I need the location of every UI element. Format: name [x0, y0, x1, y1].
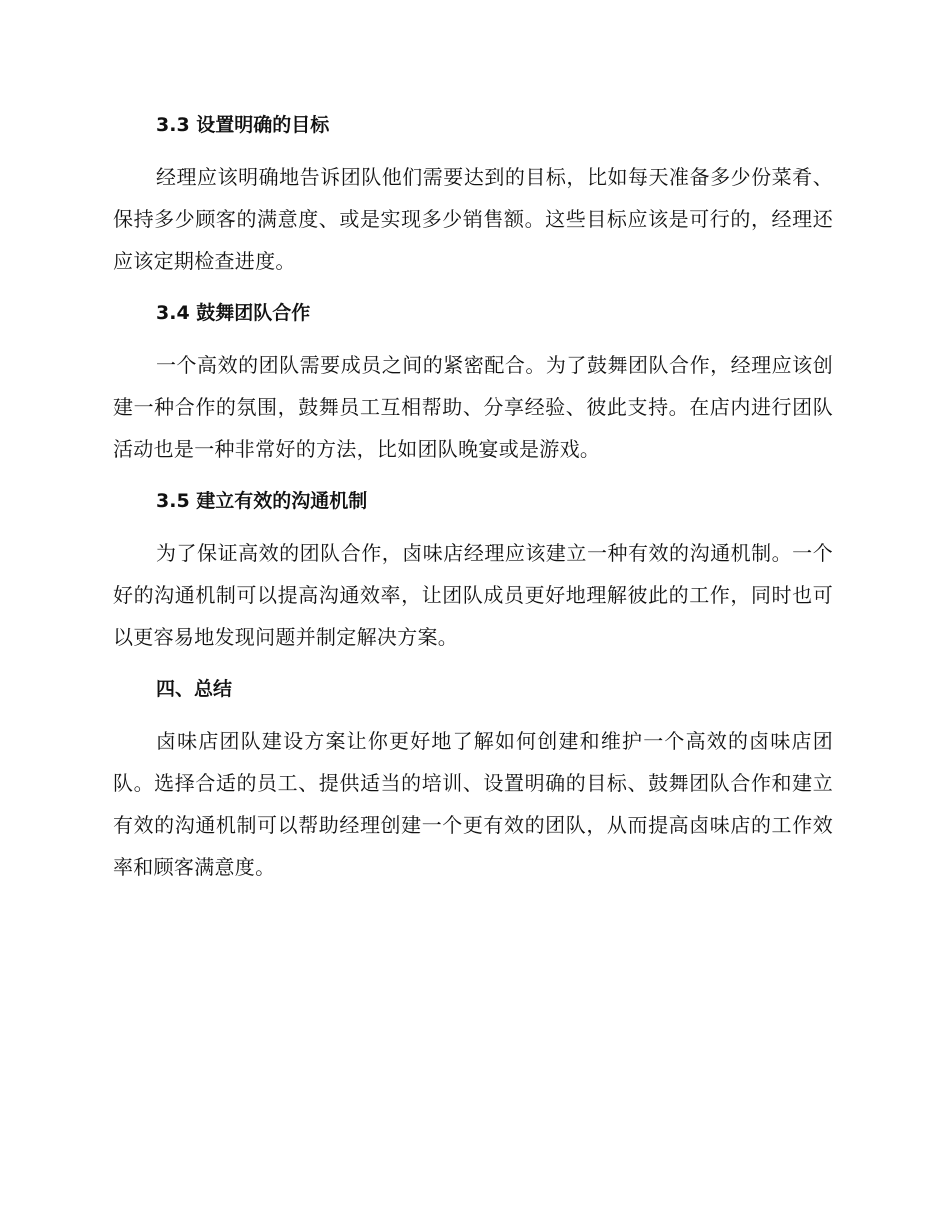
- section-heading: 四、总结: [156, 678, 233, 700]
- section-heading: 3.4 鼓舞团队合作: [156, 302, 311, 324]
- section-communication-mechanism: [113, 480, 833, 658]
- section-set-clear-goals: [113, 104, 833, 282]
- section-paragraph: 一个高效的团队需要成员之间的紧密配合。为了鼓舞团队合作，经理应该创建一种合作的氛围，鼓舞员工互相帮助、分享经验、彼此支持。在店内进行团队活动也是一种非常好的方法，比如团队晚宴或是游戏。: [113, 353, 833, 461]
- section-paragraph: 卤味店团队建设方案让你更好地了解如何创建和维护一个高效的卤味店团队。选择合适的员工、提供适当的培训、设置明确的目标、鼓舞团队合作和建立有效的沟通机制可以帮助经理创建一个更有效的团队，从而提高卤味店的工作效率和顾客满意度。: [113, 729, 833, 879]
- section-encourage-teamwork: [113, 292, 833, 470]
- section-heading: 3.5 建立有效的沟通机制: [156, 490, 368, 512]
- section-summary: [113, 668, 833, 888]
- section-paragraph: 为了保证高效的团队合作，卤味店经理应该建立一种有效的沟通机制。一个好的沟通机制可以提高沟通效率，让团队成员更好地理解彼此的工作，同时也可以更容易地发现问题并制定解决方案。: [113, 541, 833, 649]
- section-heading: 3.3 设置明确的目标: [156, 114, 330, 136]
- document-page: [113, 104, 833, 898]
- section-paragraph: 经理应该明确地告诉团队他们需要达到的目标，比如每天准备多少份菜肴、保持多少顾客的满意度、或是实现多少销售额。这些目标应该是可行的，经理还应该定期检查进度。: [113, 165, 833, 273]
